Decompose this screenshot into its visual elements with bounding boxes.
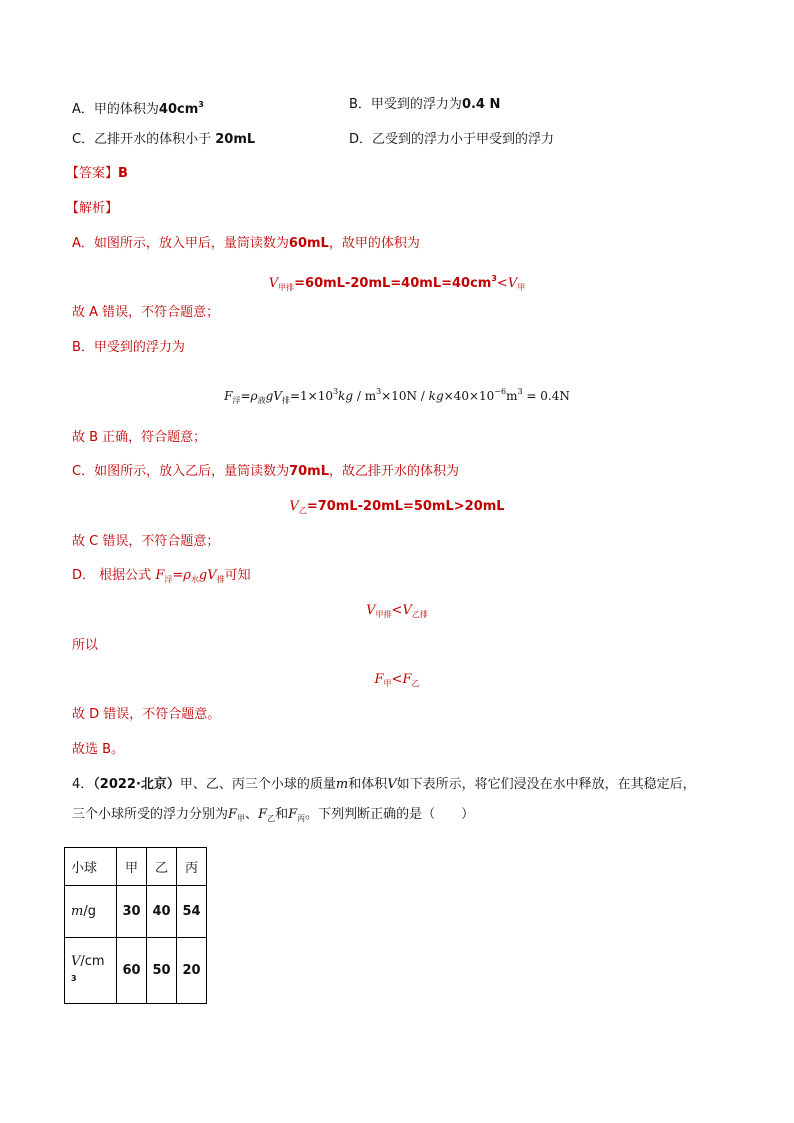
option-b-value: 0.4 N — [461, 97, 501, 112]
question4-f2-sub: 乙 — [267, 814, 276, 823]
analysis-a-text: 如图所示，放入甲后，量筒读数为 — [93, 236, 289, 251]
table-header-cell: 甲 — [117, 848, 147, 886]
eq-a-mid: =60mL-20mL=40mL=40cm — [294, 276, 492, 291]
analysis-b-intro — [72, 339, 185, 357]
analysis-d-text: 根据公式 — [99, 568, 152, 583]
table-cell: 60 — [117, 938, 147, 1004]
ineq1-v1: V — [366, 603, 376, 618]
analysis-b-text: 甲受到的浮力为 — [93, 340, 185, 355]
eq-d-f: F — [155, 568, 165, 583]
analysis-d-so-text: 所以 — [72, 638, 99, 653]
table-row-volume — [65, 938, 207, 1004]
eq-b-kg: kg — [338, 389, 354, 403]
ineq2-sub2: 乙 — [411, 679, 420, 688]
analysis-a-label: A． — [72, 236, 94, 251]
ineq2-f1: F — [374, 672, 384, 687]
volume-unit-exp: 3 — [71, 974, 77, 983]
option-a-text: 甲的体积为 — [93, 102, 159, 117]
analysis-b-equation — [0, 383, 794, 410]
table-header-row — [65, 848, 207, 886]
option-a-sup: 3 — [198, 100, 204, 109]
option-a-label: A． — [72, 102, 94, 117]
eq-a-sub2: 甲 — [517, 283, 526, 292]
analysis-c-equation — [0, 498, 794, 520]
table-cell: 50 — [147, 938, 177, 1004]
option-a — [72, 96, 204, 119]
option-c-value: 20mL — [215, 132, 256, 147]
option-b — [349, 96, 500, 114]
analysis-c-conclusion-text: 故 C 错误，不符合题意； — [72, 534, 220, 549]
ineq1-sub1: 甲排 — [375, 610, 392, 619]
option-d-label: D． — [349, 132, 373, 147]
option-d — [349, 131, 554, 149]
analysis-c-intro — [72, 463, 459, 481]
eq-b-exp3: −6 — [494, 387, 507, 396]
table-row-label — [65, 938, 117, 1004]
table-header-cell: 乙 — [147, 848, 177, 886]
table-cell: 40 — [147, 886, 177, 938]
analysis-c-conclusion — [72, 533, 219, 551]
analysis-a-conclusion-text: 故 A 错误，不符合题意； — [72, 305, 220, 320]
question4-number: 4． — [72, 777, 94, 792]
eq-a-v: V — [268, 276, 279, 291]
mass-unit: /g — [83, 904, 96, 919]
question4-f2: F — [258, 807, 268, 822]
eq-b-exp2: 3 — [376, 387, 382, 396]
eq-a-sub: 甲排 — [278, 283, 295, 292]
eq-d-v-sub: 排 — [216, 575, 225, 584]
question4-text3: 如下表所示，将它们浸没在水中释放，在其稳定后， — [396, 777, 696, 792]
eq-b-mid2: ×40×10 — [443, 389, 495, 403]
eq-b-v: V — [273, 389, 282, 403]
option-c — [72, 131, 255, 149]
eq-b-eq1: = — [240, 389, 251, 403]
question4-f3: F — [288, 807, 298, 822]
eq-b-m: m — [506, 389, 518, 403]
question4-line2-text2: 。下列判断正确的是（ ） — [305, 807, 475, 822]
question4-line1 — [72, 776, 696, 794]
answer-prefix: 【答案】 — [66, 166, 119, 181]
eq-b-mid: ×10N / — [381, 389, 429, 403]
question4-line2-text1: 三个小球所受的浮力分别为 — [72, 807, 229, 822]
table-row-label — [65, 886, 117, 938]
question4-f3-sub: 丙 — [297, 814, 306, 823]
analysis-c-tail: ，故乙排开水的体积为 — [329, 464, 460, 479]
ineq2-lt: < — [391, 672, 403, 687]
table-row-mass — [65, 886, 207, 938]
analysis-d-conclusion — [72, 706, 220, 724]
volume-unit: /cm — [80, 954, 105, 969]
eq-d-eq: = — [172, 568, 184, 583]
analysis-a-tail: ，故甲的体积为 — [328, 236, 420, 251]
analysis-b-conclusion — [72, 429, 206, 447]
question4-m: m — [335, 777, 349, 792]
ineq1-lt: < — [391, 603, 403, 618]
table-header-cell: 丙 — [177, 848, 207, 886]
analysis-d-so — [72, 637, 98, 655]
ineq2-f2: F — [402, 672, 412, 687]
analysis-d-intro — [72, 567, 251, 589]
question4-sep1: 、 — [245, 807, 259, 822]
eq-b-eq2: =1×10 — [289, 389, 333, 403]
analysis-final-text: 故选 B。 — [72, 742, 125, 757]
eq-b-g: g — [265, 389, 274, 403]
analysis-a-equation — [0, 270, 794, 297]
question4-source: （2022·北京） — [93, 777, 180, 792]
eq-d-v: V — [207, 568, 217, 583]
analysis-d-inequality1 — [0, 602, 794, 624]
analysis-final — [72, 741, 124, 759]
eq-b-unit1: / m — [353, 389, 377, 403]
question4-v: V — [387, 777, 397, 792]
eq-b-kg2: kg — [428, 389, 444, 403]
option-c-text: 乙排开水的体积小于 — [94, 132, 212, 147]
eq-a-sup: 3 — [491, 274, 497, 283]
option-c-label: C． — [72, 132, 95, 147]
question4-sep2: 和 — [275, 807, 289, 822]
eq-b-f-sub: 浮 — [232, 396, 241, 405]
eq-b-v-sub: 排 — [281, 396, 290, 405]
question4-line2 — [72, 806, 474, 828]
ineq1-sub2: 乙排 — [411, 610, 428, 619]
analysis-heading-text: 【解析】 — [66, 201, 119, 216]
analysis-c-label: C． — [72, 464, 95, 479]
ball-table — [64, 847, 207, 1004]
table-cell: 20 — [177, 938, 207, 1004]
question4-f1-sub: 甲 — [237, 814, 246, 823]
analysis-b-label: B． — [72, 340, 94, 355]
eq-b-rho: ρ — [250, 389, 258, 403]
eq-b-result: = 0.4N — [522, 389, 570, 403]
ineq2-sub1: 甲 — [383, 679, 392, 688]
eq-c-sub: 乙 — [298, 506, 307, 515]
analysis-d-inequality2 — [0, 671, 794, 693]
eq-b-rho-sub: 液 — [257, 396, 266, 405]
eq-d-rho: ρ — [183, 568, 191, 583]
answer-line — [66, 165, 128, 183]
analysis-a-conclusion — [72, 304, 219, 322]
ineq1-v2: V — [402, 603, 412, 618]
option-d-text: 乙受到的浮力小于甲受到的浮力 — [372, 132, 555, 147]
table-cell: 30 — [117, 886, 147, 938]
option-b-label: B． — [349, 97, 371, 112]
eq-d-tail: 可知 — [224, 568, 251, 583]
question4-f1: F — [228, 807, 238, 822]
eq-a-lt: < — [496, 276, 508, 291]
analysis-d-conclusion-text: 故 D 错误，不符合题意。 — [72, 707, 221, 722]
question4-text2: 和体积 — [348, 777, 388, 792]
eq-b-exp4: 3 — [517, 387, 523, 396]
eq-d-f-sub: 浮 — [164, 575, 173, 584]
analysis-heading — [66, 200, 118, 218]
table-cell: 54 — [177, 886, 207, 938]
analysis-c-value: 70mL — [289, 464, 330, 479]
eq-d-g: g — [198, 568, 208, 583]
option-a-value: 40cm — [158, 102, 199, 117]
volume-var: V — [71, 954, 81, 969]
eq-c-v: V — [289, 499, 299, 514]
answer-value: B — [118, 166, 128, 181]
analysis-d-label: D． — [72, 568, 96, 583]
eq-b-exp1: 3 — [332, 387, 339, 396]
mass-var: m — [71, 904, 84, 919]
eq-a-v2: V — [507, 276, 518, 291]
analysis-a-intro — [72, 235, 420, 253]
table-header-cell: 小球 — [65, 848, 117, 886]
analysis-c-text: 如图所示，放入乙后，量筒读数为 — [94, 464, 290, 479]
eq-d-rho-sub: 水 — [190, 575, 199, 584]
analysis-a-value: 60mL — [288, 236, 329, 251]
eq-c-rest: =70mL-20mL=50mL>20mL — [306, 499, 505, 514]
eq-b-f: F — [224, 389, 233, 403]
option-b-text: 甲受到的浮力为 — [370, 97, 462, 112]
question4-text1: 甲、乙、丙三个小球的质量 — [179, 777, 336, 792]
analysis-b-conclusion-text: 故 B 正确，符合题意； — [72, 430, 207, 445]
